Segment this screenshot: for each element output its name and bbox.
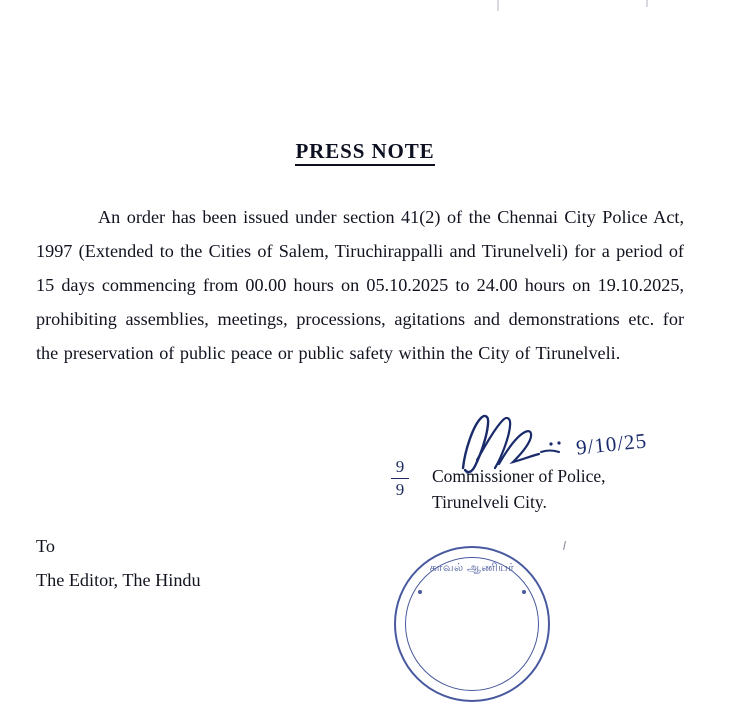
addressee-recipient: The Editor, The Hindu	[36, 570, 201, 590]
seal-text: காவல் ஆணியர்	[429, 562, 515, 574]
margin-note-bar	[391, 478, 409, 479]
margin-note	[388, 458, 412, 499]
signatory-city: Tirunelveli City.	[432, 492, 547, 512]
document-body	[36, 200, 684, 370]
signature-date: 9/10/25	[574, 428, 649, 460]
page-title: PRESS NOTE	[295, 140, 434, 166]
scan-artifact	[563, 541, 566, 550]
seal-inner-ring	[405, 557, 539, 691]
body-paragraph: An order has been issued under section 41(2) of the Chennai City Police Act, 1997 (Extended to the Cities of Salem, Tiruchirappalli and Tirunelveli) for a period of 15 days commencing from 00.00 hours on 05.10.2025 to 24.00 hours on 19.10.2025, prohibiting assemblies, meetings, processions, agitations and demonstrations etc. for the preservation of public peace or public safety within the City of Tirunelveli.	[36, 207, 684, 363]
margin-note-top: 9	[395, 457, 405, 476]
scan-artifact	[497, 0, 499, 11]
margin-note-bottom: 9	[395, 480, 405, 499]
signatory-designation: Commissioner of Police,	[432, 466, 606, 486]
page-title-wrapper	[0, 140, 730, 166]
official-seal	[394, 546, 550, 702]
scan-artifact	[646, 0, 648, 7]
addressee-block	[36, 529, 201, 597]
signature-block	[432, 463, 606, 515]
to-label: To	[36, 536, 55, 556]
